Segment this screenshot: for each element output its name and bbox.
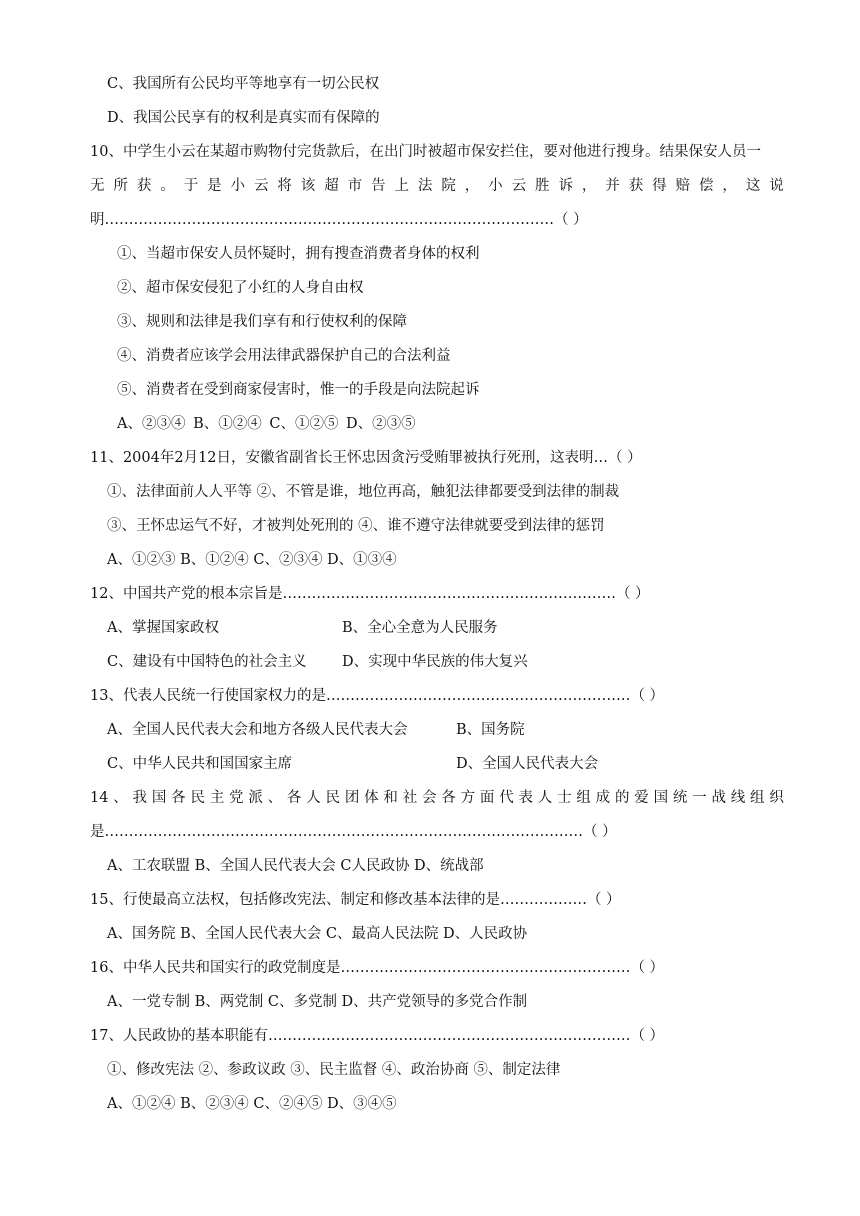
q10-stem-line2-char: 并 xyxy=(605,178,620,194)
q10-stem-line2-char: 院 xyxy=(441,178,456,194)
q16-stem: 16、中华人民共和国实行的政党制度是……………………………………………………（ ） xyxy=(90,960,665,976)
q14-stem-line1-char: 体 xyxy=(364,790,379,806)
q9-option-d: D、我国公民享有的权利是真实而有保障的 xyxy=(107,110,380,126)
q16-options: A、一党专制 B、两党制 C、多党制 D、共产党领导的多党合作制 xyxy=(107,994,528,1010)
q11-statements-1: ①、法律面前人人平等 ②、不管是谁，地位再高，触犯法律都要受到法律的制裁 xyxy=(107,484,620,500)
q17-options: A、①②④ B、②③④ C、②④⑤ D、③④⑤ xyxy=(107,1096,397,1112)
q11-statements-2: ③、王怀忠运气不好，才被判处死刑的 ④、谁不遵守法律就要受到法律的惩罚 xyxy=(107,518,605,534)
q14-stem-line1-char: 代 xyxy=(499,790,514,806)
q14-stem-line1-char: 我 xyxy=(132,790,148,806)
q12-option-a: A、掌握国家政权 xyxy=(107,620,219,636)
q10-stem-line2-char: 云 xyxy=(253,178,269,194)
q10-stem-line3: 明…………………………………………………………………………………（ ） xyxy=(90,212,588,228)
q10-stem-line2-char: 无 xyxy=(90,178,105,194)
q10-stem-line2-char: 法 xyxy=(417,178,433,194)
q10-stem-line2-char: 这 xyxy=(745,178,761,194)
q13-option-d: D、全国人民代表大会 xyxy=(456,756,599,772)
q14-stem-line1-char: 、 xyxy=(113,790,128,806)
q14-stem-line1-char: 各 xyxy=(171,790,186,806)
q14-stem-line1-char: 民 xyxy=(325,790,341,806)
q14-stem-line1-char: 人 xyxy=(537,790,553,806)
q14-stem-line1-char: 、 xyxy=(267,790,283,806)
q14-stem-line1-char: 组 xyxy=(750,790,765,806)
q10-stem-line2-char: 该 xyxy=(300,178,316,194)
q14-stem-line1-char: 派 xyxy=(248,790,263,806)
q10-stem-line2-char: 说 xyxy=(769,178,784,194)
q17-stem: 17、人民政协的基本职能有…………………………………………………………………（ ） xyxy=(90,1028,665,1044)
q10-statement-2: ②、超市保安侵犯了小红的人身自由权 xyxy=(117,280,364,296)
q17-statements: ①、修改宪法 ②、参政议政 ③、民主监督 ④、政治协商 ⑤、制定法律 xyxy=(107,1062,561,1078)
q14-stem-line1-char: 人 xyxy=(306,790,321,806)
q13-stem: 13、代表人民统一行使国家权力的是………………………………………………………（ ） xyxy=(90,688,665,704)
q10-stem-line2-char: 告 xyxy=(371,178,386,194)
q14-stem-line1-char: 战 xyxy=(711,790,726,806)
q10-stem-line2-char: 是 xyxy=(207,178,222,194)
q10-statement-4: ④、消费者应该学会用法律武器保护自己的合法利益 xyxy=(117,348,451,364)
q14-stem-line1-char: 组 xyxy=(576,790,591,806)
q13-option-c: C、中华人民共和国国家主席 xyxy=(107,756,293,772)
q15-stem: 15、行使最高立法权，包括修改宪法、制定和修改基本法律的是………………（ ） xyxy=(90,892,621,908)
q14-stem-line2: 是………………………………………………………………………………………（ ） xyxy=(90,824,617,840)
q14-stem-line1-char: 团 xyxy=(344,790,360,806)
q10-stem-line2-char: 获 xyxy=(628,178,644,194)
q10-stem-line2-char: 市 xyxy=(347,178,363,194)
q10-stem-line2-char: 赔 xyxy=(675,178,691,194)
q14-stem-line1-char: 国 xyxy=(653,790,669,806)
q10-statement-1: ①、当超市保安人员怀疑时，拥有搜查消费者身体的权利 xyxy=(117,246,480,262)
q14-stem-line1-char: 面 xyxy=(479,790,495,806)
q13-option-b: B、国务院 xyxy=(456,722,525,738)
q14-stem-line1-char: 一 xyxy=(692,790,707,806)
q15-options: A、国务院 B、全国人民代表大会 C、最高人民法院 D、人民政协 xyxy=(107,926,528,942)
q10-stem-line2-char: 云 xyxy=(511,178,527,194)
q12-option-b: B、全心全意为人民服务 xyxy=(342,620,498,636)
q10-stem-line2-char: 偿 xyxy=(698,178,714,194)
q14-stem-line1-char: 各 xyxy=(286,790,302,806)
q14-stem-line1-char: 各 xyxy=(441,790,456,806)
q10-stem-line2-char: 小 xyxy=(230,178,246,194)
q11-stem: 11、2004年2月12日，安徽省副省长王怀忠因贪污受贿罪被执行死刑，这表明…（ ） xyxy=(90,450,642,466)
q14-stem-line1-char: 会 xyxy=(422,790,437,806)
q14-stem-line1-char: 民 xyxy=(190,790,205,806)
q10-stem-line2 xyxy=(90,176,784,196)
q14-stem-line1-char: 党 xyxy=(229,790,244,806)
q12-stem: 12、中国共产党的根本宗旨是……………………………………………………………（ ） xyxy=(90,586,650,602)
q14-stem-line1-char: 爱 xyxy=(634,790,649,806)
q10-statement-5: ⑤、消费者在受到商家侵害时，惟一的手段是向法院起诉 xyxy=(117,382,480,398)
q14-stem-line1-char: 和 xyxy=(383,790,398,806)
q10-stem-line2-char: 超 xyxy=(324,178,339,194)
q10-stem-line2-char: 诉 xyxy=(558,178,573,194)
q10-stem-line2-char: 小 xyxy=(488,178,503,194)
q14-stem-line1-char: 主 xyxy=(209,790,225,806)
q10-statement-3: ③、规则和法律是我们享有和行使权利的保障 xyxy=(117,314,407,330)
q12-option-c: C、建设有中国特色的社会主义 xyxy=(107,654,307,670)
q14-stem-line1-char: 的 xyxy=(614,790,630,806)
q14-stem-line1-char: 士 xyxy=(557,790,572,806)
q10-stem-line2-char: 胜 xyxy=(535,178,550,194)
q14-stem-line1-char: 社 xyxy=(402,790,418,806)
q10-stem-line2-char: 上 xyxy=(394,178,409,194)
q14-stem-line1-char: 线 xyxy=(730,790,746,806)
q14-stem-line1-char: 14 xyxy=(90,790,109,806)
q10-stem-line2-char: ， xyxy=(581,178,597,194)
q12-option-d: D、实现中华民族的伟大复兴 xyxy=(342,654,528,670)
q10-stem-line2-char: 于 xyxy=(183,178,199,194)
q10-stem-line2-char: 所 xyxy=(113,178,128,194)
q10-options: A、②③④ B、①②④ C、①②⑤ D、②③⑤ xyxy=(117,416,416,432)
q10-stem-line2-char: ， xyxy=(464,178,480,194)
q14-options: A、工农联盟 B、全国人民代表大会 C人民政协 D、统战部 xyxy=(107,858,484,874)
q10-stem-line2-char: 将 xyxy=(277,178,292,194)
q14-stem-line1-char: 织 xyxy=(769,790,784,806)
q14-stem-line1-char: 表 xyxy=(518,790,533,806)
q14-stem-line1-char: 方 xyxy=(460,790,476,806)
q9-option-c: C、我国所有公民均平等地享有一切公民权 xyxy=(107,76,380,92)
q14-stem-line1-char: 统 xyxy=(672,790,688,806)
q14-stem-line1-char: 国 xyxy=(151,790,167,806)
q10-stem-line2-char: ， xyxy=(722,178,737,194)
q13-option-a: A、全国人民代表大会和地方各级人民代表大会 xyxy=(107,722,408,738)
q10-stem-line2-char: 获 xyxy=(136,178,152,194)
q10-stem-line2-char: 。 xyxy=(160,178,175,194)
q14-stem-line1 xyxy=(90,788,784,808)
q10-stem-line1: 10、中学生小云在某超市购物付完货款后，在出门时被超市保安拦住，要对他进行搜身。结果保安人员一 xyxy=(90,144,761,160)
q14-stem-line1-char: 成 xyxy=(595,790,611,806)
q10-stem-line2-char: 得 xyxy=(652,178,667,194)
q11-options: A、①②③ B、①②④ C、②③④ D、①③④ xyxy=(107,552,397,568)
